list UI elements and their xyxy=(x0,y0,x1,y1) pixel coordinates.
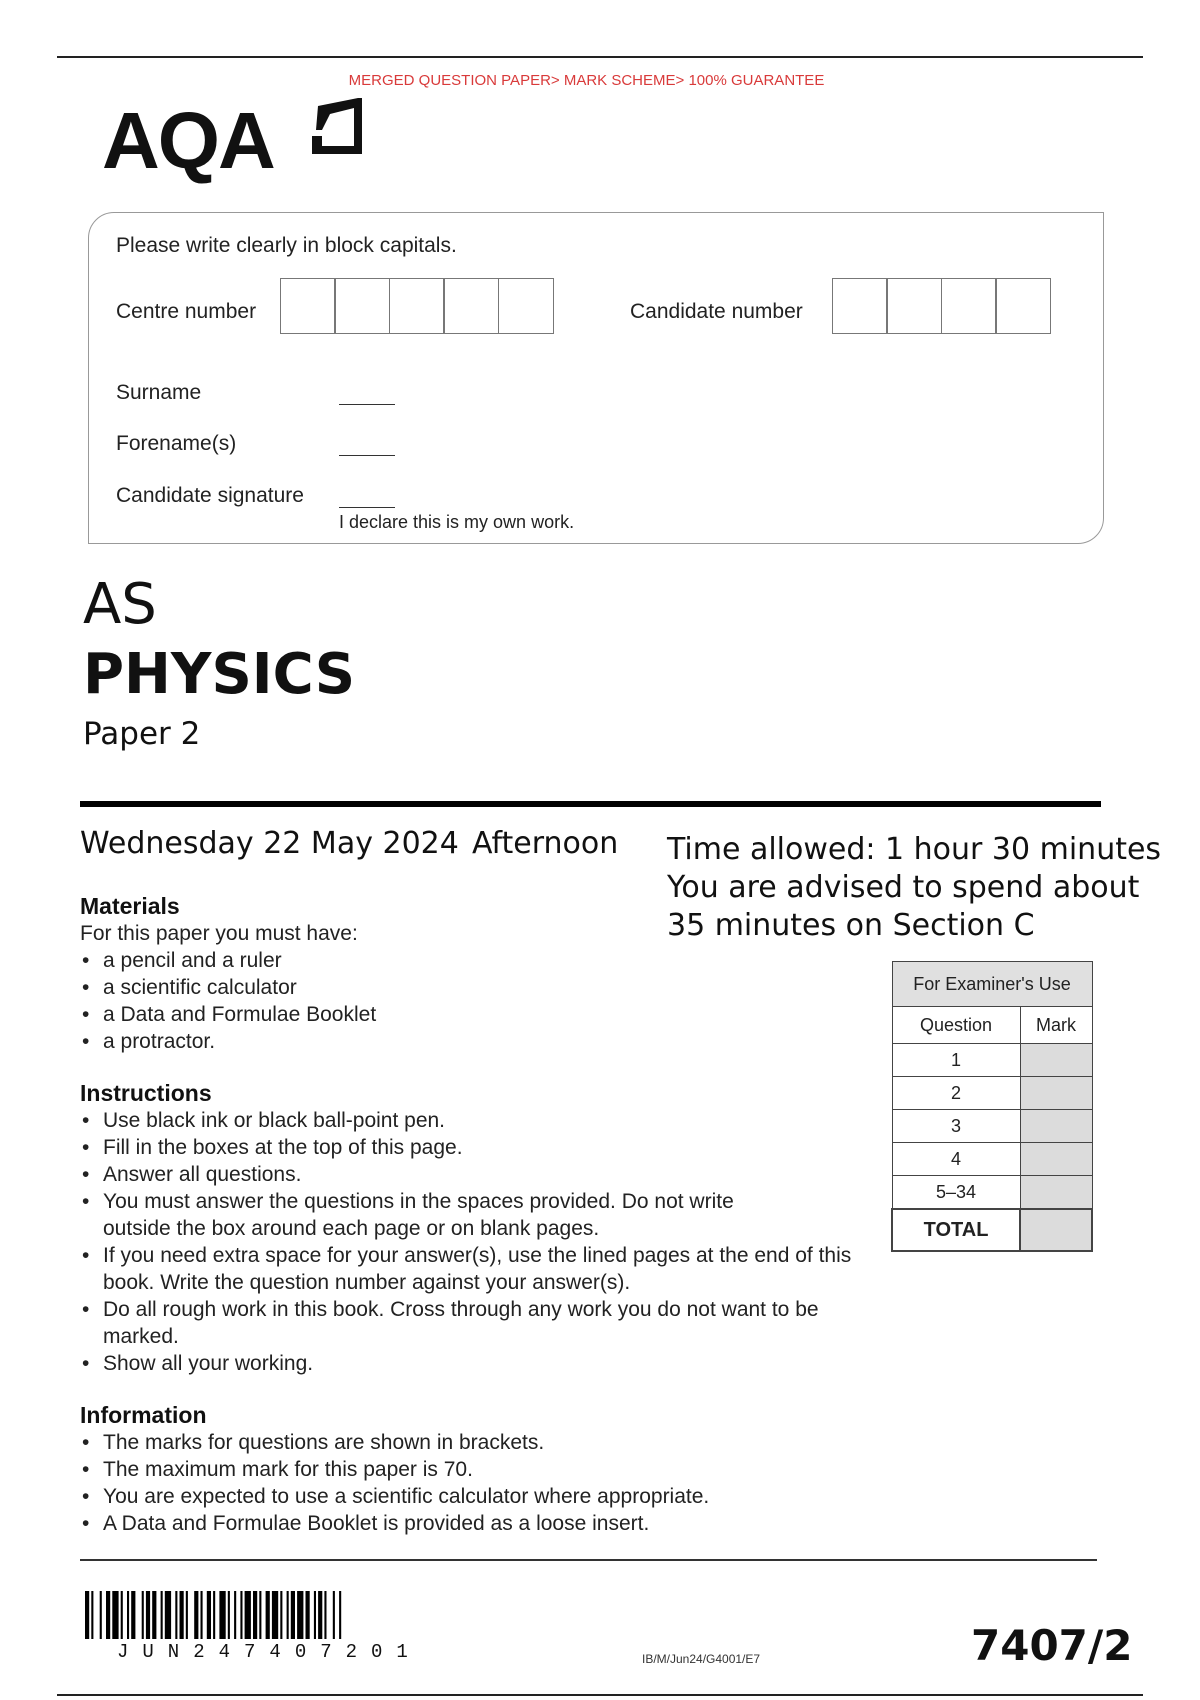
signature-label: Candidate signature xyxy=(116,484,304,507)
materials-section xyxy=(80,893,680,1055)
mark-cell xyxy=(1020,1077,1092,1110)
mark-cell xyxy=(1020,1110,1092,1143)
aqa-logo xyxy=(102,96,372,186)
table-row xyxy=(892,1077,1092,1110)
mark-cell xyxy=(1020,1143,1092,1176)
candidate-digit-box[interactable] xyxy=(995,278,1051,334)
centre-digit-box[interactable] xyxy=(443,278,499,334)
centre-digit-box[interactable] xyxy=(498,278,554,334)
centre-number-boxes[interactable] xyxy=(281,278,554,334)
candidate-digit-box[interactable] xyxy=(832,278,888,334)
information-section xyxy=(80,1402,880,1537)
paper-number: Paper 2 xyxy=(83,716,201,752)
list-item: • If you need extra space for your answer(s), use the lined pages at the end of this book. Write the question number against your answer(s). xyxy=(80,1242,883,1296)
total-mark-cell xyxy=(1020,1209,1092,1251)
examiner-use-table xyxy=(891,961,1093,1252)
list-item: • A Data and Formulae Booklet is provided as a loose insert. xyxy=(80,1510,880,1537)
bottom-rule xyxy=(57,1694,1143,1696)
instructions-list xyxy=(80,1107,860,1377)
question-cell: 1 xyxy=(892,1044,1020,1077)
candidate-digit-box[interactable] xyxy=(886,278,942,334)
footer-rule xyxy=(80,1559,1097,1561)
list-item: • The maximum mark for this paper is 70. xyxy=(80,1456,880,1483)
forename-field[interactable] xyxy=(339,455,395,456)
table-row xyxy=(892,1143,1092,1176)
list-item: • a protractor. xyxy=(80,1028,680,1055)
list-item: • Use black ink or black ball-point pen. xyxy=(80,1107,860,1134)
candidate-number-boxes[interactable] xyxy=(833,278,1051,334)
surname-field[interactable] xyxy=(339,404,395,405)
mark-cell xyxy=(1020,1044,1092,1077)
instructions-section xyxy=(80,1080,860,1377)
materials-list xyxy=(80,947,680,1055)
examiner-table-title: For Examiner's Use xyxy=(892,962,1092,1007)
list-item: • a pencil and a ruler xyxy=(80,947,680,974)
exam-date: Wednesday 22 May 2024 xyxy=(80,826,459,861)
exam-session: Afternoon xyxy=(472,826,619,861)
question-cell: 3 xyxy=(892,1110,1020,1143)
declaration-text: I declare this is my own work. xyxy=(339,512,575,532)
title-rule xyxy=(80,801,1101,807)
list-item: • You are expected to use a scientific calculator where appropriate. xyxy=(80,1483,880,1510)
centre-digit-box[interactable] xyxy=(389,278,445,334)
leaf-mark-icon xyxy=(308,96,366,158)
mark-cell xyxy=(1020,1176,1092,1210)
mark-column-header: Mark xyxy=(1020,1007,1092,1044)
information-list xyxy=(80,1429,880,1537)
watermark-banner: MERGED QUESTION PAPER> MARK SCHEME> 100% GUARANTEE xyxy=(348,72,825,89)
information-heading: Information xyxy=(80,1402,207,1428)
paper-reference: IB/M/Jun24/G4001/E7 xyxy=(642,1652,761,1666)
list-item: • The marks for questions are shown in brackets. xyxy=(80,1429,880,1456)
table-row xyxy=(892,1110,1092,1143)
total-label: TOTAL xyxy=(892,1209,1020,1251)
question-cell: 4 xyxy=(892,1143,1020,1176)
list-item: • a Data and Formulae Booklet xyxy=(80,1001,680,1028)
candidate-number-label: Candidate number xyxy=(630,300,803,323)
block-capitals-instruction: Please write clearly in block capitals. xyxy=(116,234,457,257)
subject-title: PHYSICS xyxy=(83,642,356,707)
instructions-heading: Instructions xyxy=(80,1080,212,1106)
centre-digit-box[interactable] xyxy=(280,278,336,334)
list-item: • a scientific calculator xyxy=(80,974,680,1001)
materials-intro: For this paper you must have: xyxy=(80,922,358,945)
total-row xyxy=(892,1209,1092,1251)
question-column-header: Question xyxy=(892,1007,1020,1044)
barcode-number: JUN247407201 xyxy=(117,1641,422,1663)
logo-text: AQA xyxy=(102,96,274,185)
list-item: • Answer all questions. xyxy=(80,1161,860,1188)
question-cell: 2 xyxy=(892,1077,1020,1110)
list-item: • Show all your working. xyxy=(80,1350,860,1377)
top-rule xyxy=(57,56,1143,58)
centre-digit-box[interactable] xyxy=(334,278,390,334)
list-item: • You must answer the questions in the spaces provided. Do not write outside the box around each page or on blank pages. xyxy=(80,1188,783,1242)
time-allowed xyxy=(667,831,1161,945)
signature-field[interactable] xyxy=(339,507,395,508)
forename-label: Forename(s) xyxy=(116,432,237,455)
list-item: • Fill in the boxes at the top of this page. xyxy=(80,1134,860,1161)
table-row xyxy=(892,1044,1092,1077)
time-line: 35 minutes on Section C xyxy=(667,908,1035,943)
barcode xyxy=(85,1591,470,1639)
time-line: Time allowed: 1 hour 30 minutes xyxy=(667,832,1162,867)
question-cell: 5–34 xyxy=(892,1176,1020,1210)
list-item: • Do all rough work in this book. Cross through any work you do not want to be marked. xyxy=(80,1296,843,1350)
surname-label: Surname xyxy=(116,381,202,404)
paper-code: 7407/2 xyxy=(971,1621,1133,1670)
candidate-digit-box[interactable] xyxy=(941,278,997,334)
time-line: You are advised to spend about xyxy=(667,870,1140,905)
materials-heading: Materials xyxy=(80,893,180,919)
table-row xyxy=(892,1176,1092,1210)
qualification-level: AS xyxy=(83,572,157,637)
centre-number-label: Centre number xyxy=(116,300,257,323)
